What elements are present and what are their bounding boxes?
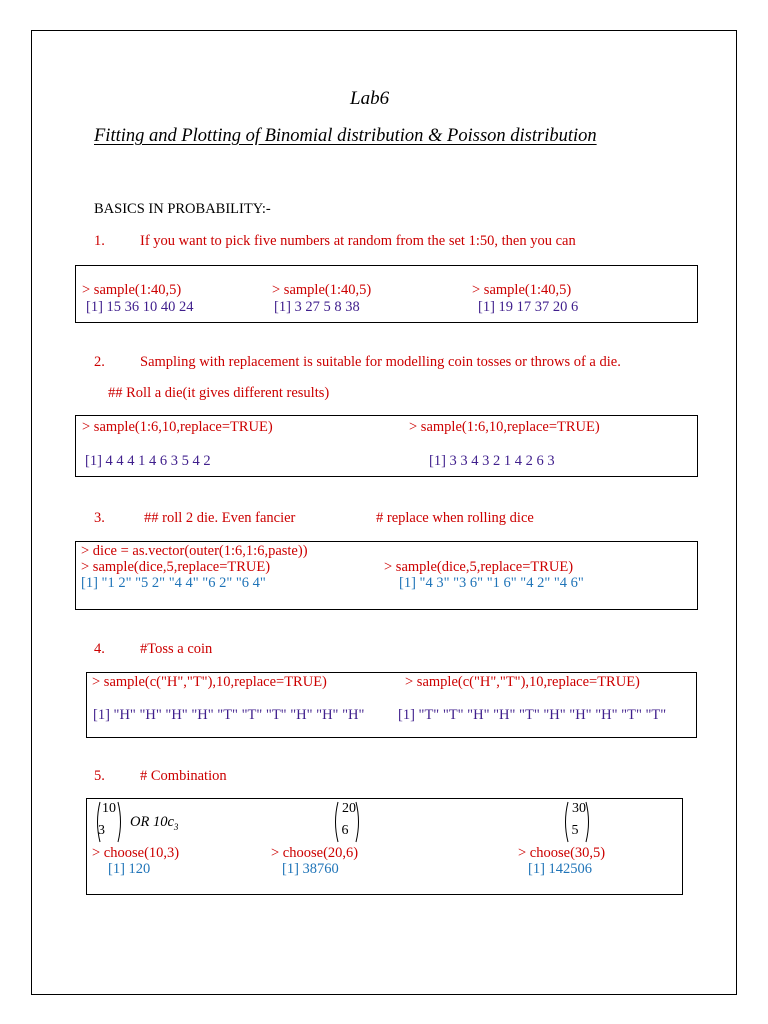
box5-cmd-2: > choose(20,6) bbox=[271, 845, 359, 861]
item-5-text: # Combination bbox=[140, 768, 227, 784]
box2-out-2: [1] 3 3 4 3 2 1 4 2 6 3 bbox=[429, 453, 555, 469]
item-2-text: Sampling with replacement is suitable for modelling coin tosses or throws of a die. bbox=[140, 354, 621, 370]
code-box-3 bbox=[75, 541, 698, 610]
box5-cmd-1: > choose(10,3) bbox=[92, 845, 180, 861]
box4-out-2: [1] "T" "T" "H" "H" "T" "H" "H" "H" "T" "T" bbox=[398, 707, 667, 723]
item-3-text-2: # replace when rolling dice bbox=[376, 510, 534, 526]
binomial-30-5 bbox=[562, 801, 592, 843]
box3-cmd-1: > dice = as.vector(outer(1:6,1:6,paste)) bbox=[81, 543, 308, 559]
binomial-bottom: 6 bbox=[341, 823, 349, 838]
or-text: OR 10c bbox=[130, 814, 174, 830]
binomial-10-3 bbox=[94, 801, 124, 843]
box4-cmd-1: > sample(c("H","T"),10,replace=TRUE) bbox=[92, 674, 327, 690]
item-2-comment: ## Roll a die(it gives different results) bbox=[108, 385, 330, 401]
box1-cmd-1: > sample(1:40,5) bbox=[82, 282, 182, 298]
box5-out-1: [1] 120 bbox=[108, 861, 151, 877]
box1-out-1: [1] 15 36 10 40 24 bbox=[86, 299, 194, 315]
box4-cmd-2: > sample(c("H","T"),10,replace=TRUE) bbox=[405, 674, 640, 690]
box3-cmd-3: > sample(dice,5,replace=TRUE) bbox=[384, 559, 574, 575]
box2-cmd-2: > sample(1:6,10,replace=TRUE) bbox=[409, 419, 600, 435]
item-4-number: 4. bbox=[94, 641, 105, 657]
binomial-bottom: 3 bbox=[98, 823, 105, 838]
box3-out-2: [1] "1 2" "5 2" "4 4" "6 2" "6 4" bbox=[81, 575, 266, 591]
binomial-top: 20 bbox=[342, 801, 356, 816]
box2-cmd-1: > sample(1:6,10,replace=TRUE) bbox=[82, 419, 273, 435]
item-3-number: 3. bbox=[94, 510, 105, 526]
code-box-1 bbox=[75, 265, 698, 323]
box5-out-2: [1] 38760 bbox=[282, 861, 339, 877]
section-heading: BASICS IN PROBABILITY:- bbox=[94, 201, 271, 217]
code-box-4 bbox=[86, 672, 697, 738]
binomial-bottom: 5 bbox=[571, 823, 579, 838]
binomial-top: 30 bbox=[572, 801, 586, 816]
code-box-5 bbox=[86, 798, 683, 895]
item-2-number: 2. bbox=[94, 354, 105, 370]
item-5-number: 5. bbox=[94, 768, 105, 784]
item-4-text: #Toss a coin bbox=[140, 641, 213, 657]
box1-cmd-3: > sample(1:40,5) bbox=[472, 282, 572, 298]
code-box-2 bbox=[75, 415, 698, 477]
box4-out-1: [1] "H" "H" "H" "H" "T" "T" "T" "H" "H" "H" bbox=[93, 707, 365, 723]
or-subscript: 3 bbox=[173, 821, 179, 832]
box2-out-1: [1] 4 4 4 1 4 6 3 5 4 2 bbox=[85, 453, 211, 469]
binomial-top: 10 bbox=[102, 801, 116, 816]
box3-cmd-2: > sample(dice,5,replace=TRUE) bbox=[81, 559, 271, 575]
binomial-20-6 bbox=[332, 801, 362, 843]
item-3-text: ## roll 2 die. Even fancier bbox=[144, 510, 296, 526]
box1-cmd-2: > sample(1:40,5) bbox=[272, 282, 372, 298]
item-1-text: If you want to pick five numbers at random from the set 1:50, then you can bbox=[140, 233, 576, 249]
box1-out-2: [1] 3 27 5 8 38 bbox=[274, 299, 360, 315]
page-subtitle: Fitting and Plotting of Binomial distribution & Poisson distribution bbox=[94, 126, 597, 146]
item-1-number: 1. bbox=[94, 233, 105, 249]
box3-out-3: [1] "4 3" "3 6" "1 6" "4 2" "4 6" bbox=[399, 575, 584, 591]
box5-out-3: [1] 142506 bbox=[528, 861, 593, 877]
box5-cmd-3: > choose(30,5) bbox=[518, 845, 606, 861]
box1-out-3: [1] 19 17 37 20 6 bbox=[478, 299, 579, 315]
combination-notation bbox=[130, 814, 178, 832]
page-title: Lab6 bbox=[350, 88, 390, 109]
